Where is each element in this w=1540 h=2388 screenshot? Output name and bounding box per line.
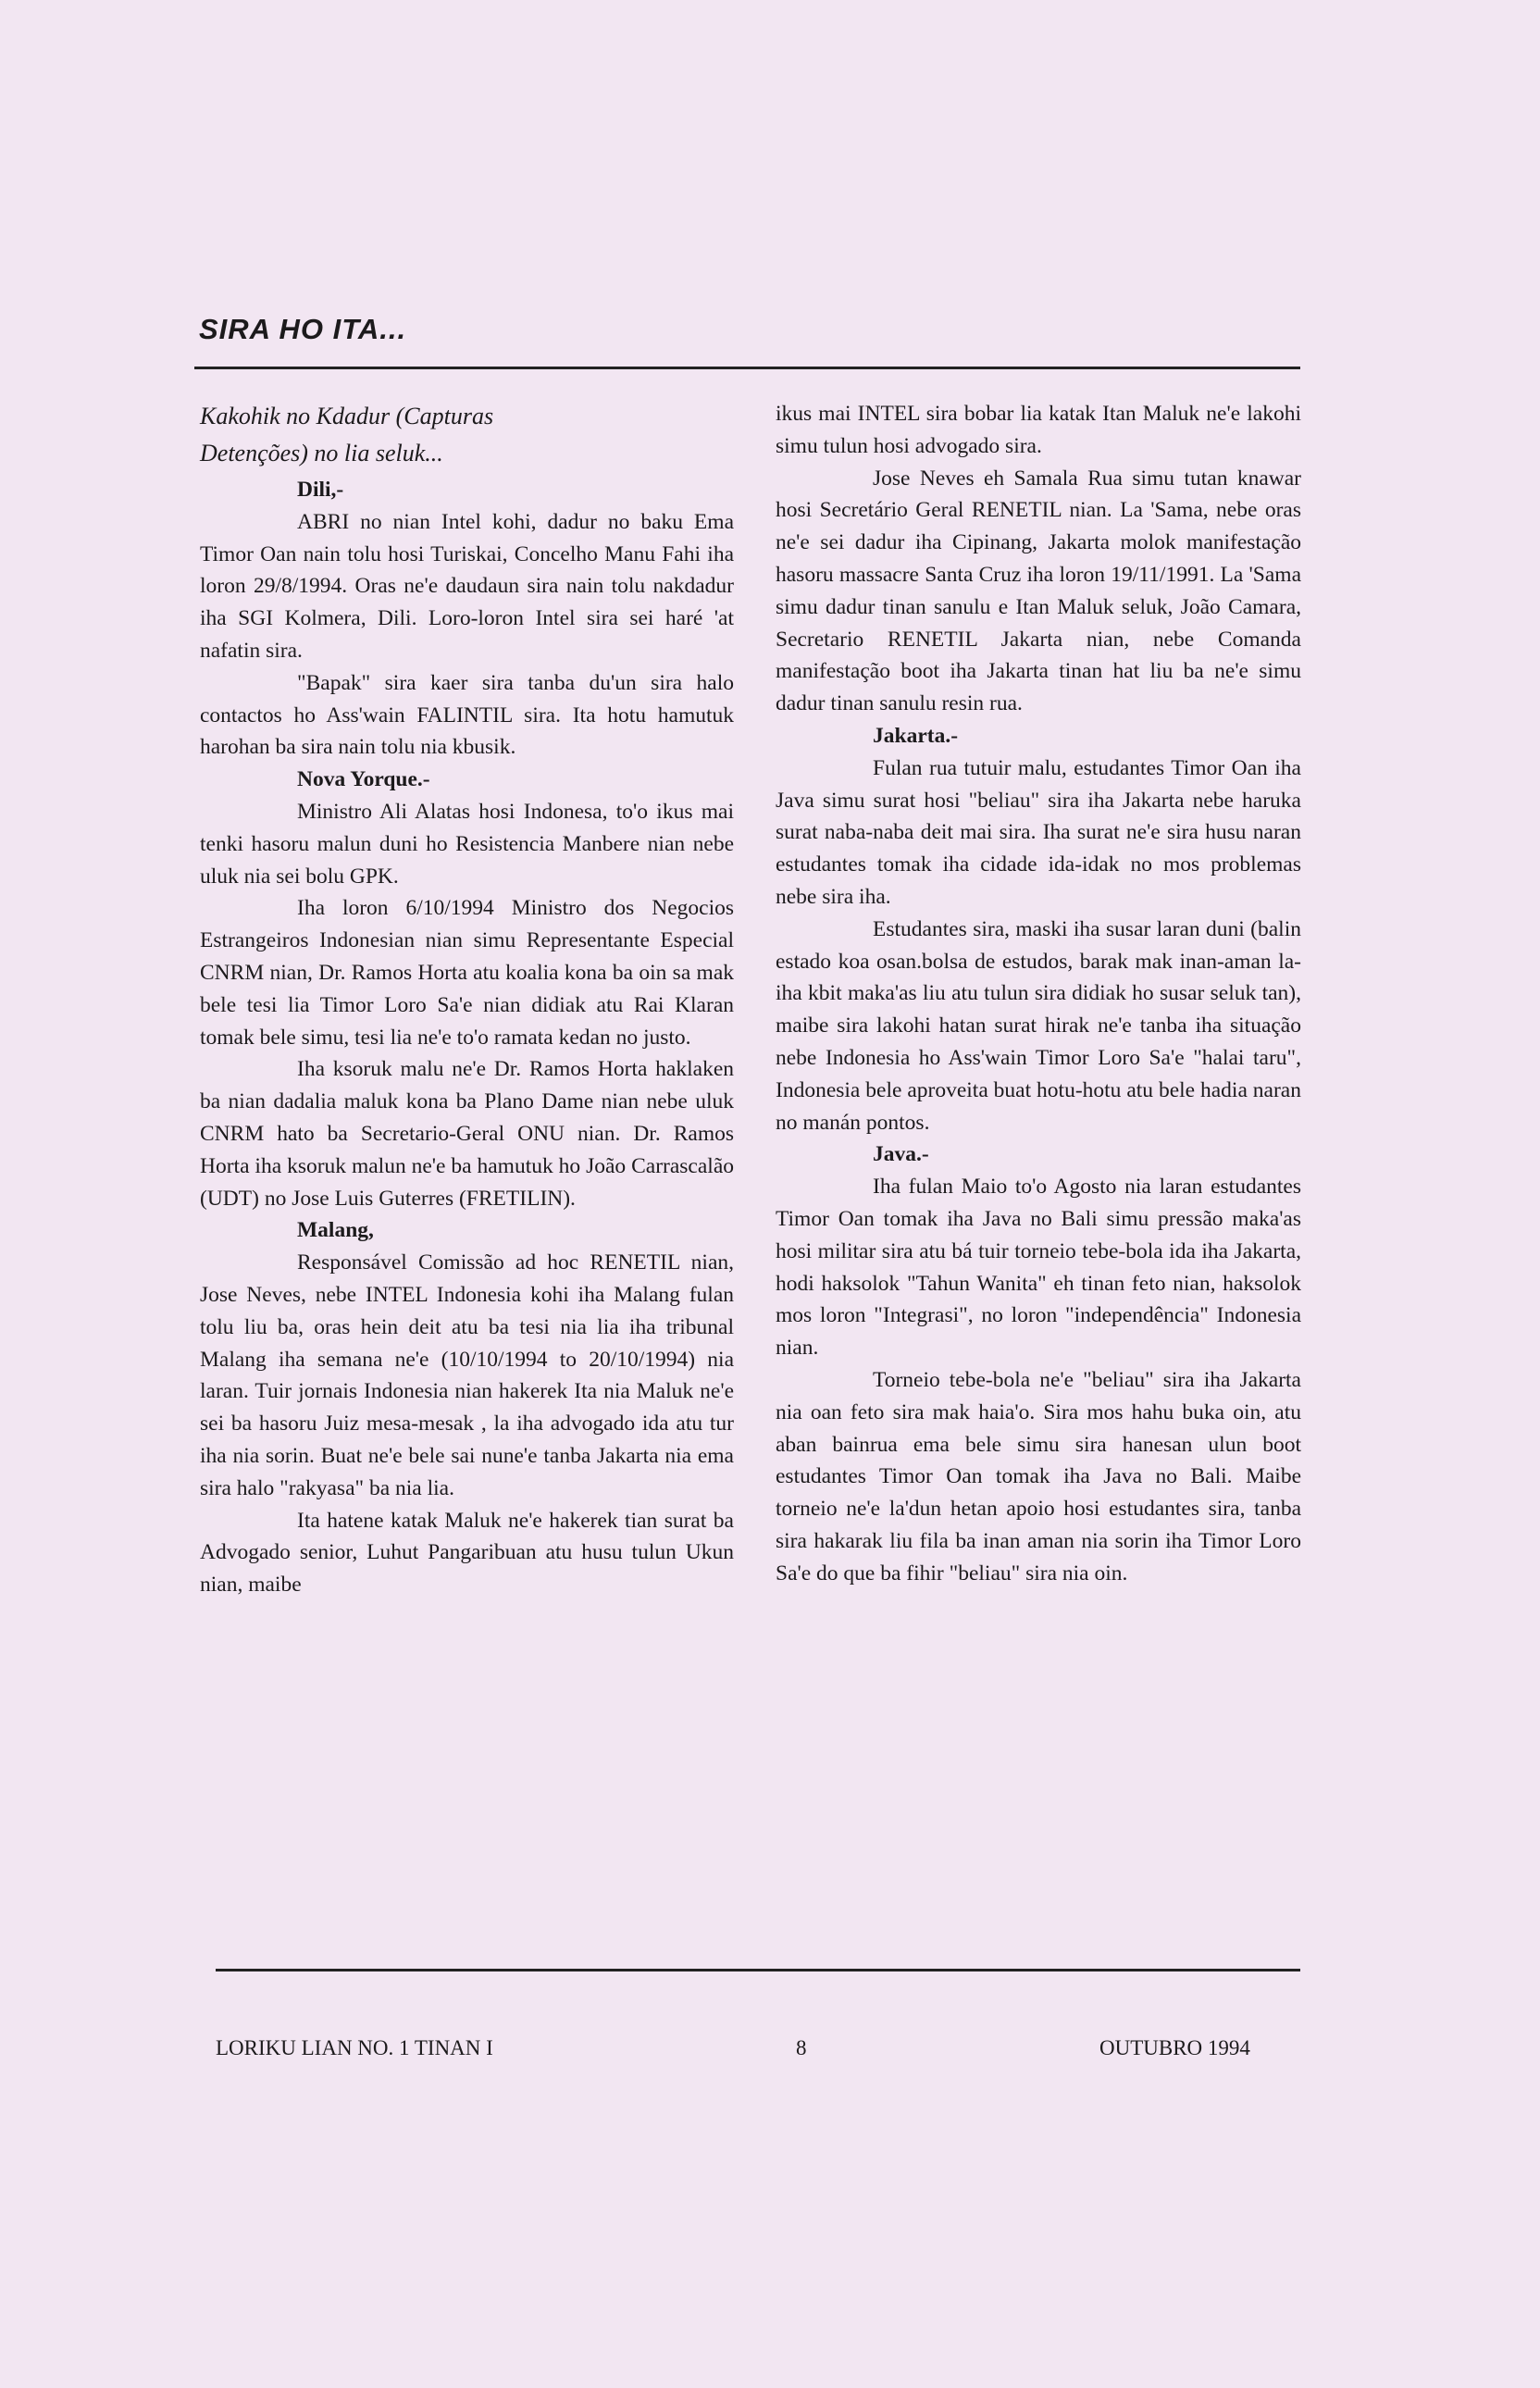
article-paragraph: Ministro Ali Alatas hosi Indonesa, to'o ikus mai tenki hasoru malun duni ho Resistencia Manbere nian nebe uluk nia sei bolu GPK. (200, 799, 734, 889)
top-divider (194, 367, 1300, 369)
right-column-text (776, 398, 1301, 1589)
article-paragraph: ikus mai INTEL sira bobar lia katak Itan Maluk ne'e lakohi simu tulun hosi advogado sira. (776, 402, 1301, 458)
article-paragraph: Torneio tebe-bola ne'e "beliau" sira iha Jakarta nia oan feto sira mak haia'o. Sira mos hahu buka oin, atu aban bainrua ema bele simu sira hanesan ulun boot estudantes Timor Oan tomak iha Java no Bali. Maibe torneio ne'e la'dun hetan apoio hosi estudantes sira, tanba sira hakarak liu fila ba inan aman nia sorin iha Timor Loro Sa'e do que ba fihir "beliau" sira nia oin. (776, 1367, 1301, 1586)
article-paragraph: Responsável Comissão ad hoc RENETIL nian, Jose Neves, nebe INTEL Indonesia kohi iha Malang fulan tolu liu ba, oras hein deit atu ba tesi nia lia iha tribunal Malang iha semana ne'e (10/10/1994 to 20/10/1994) nia laran. Tuir jornais Indonesia nian hakerek Ita nia Maluk ne'e sei ba hasoru Juiz mesa-mesak , la iha advogado ida atu tur iha nia sorin. Buat ne'e bele sai nune'e tanba Jakarta nia ema sira halo "rakyasa" ba nia lia. (200, 1250, 734, 1500)
footer-publication: LORIKU LIAN NO. 1 TINAN I (216, 2036, 493, 2059)
dateline: Dili,- (297, 478, 344, 502)
article-paragraph: Ita hatene katak Maluk ne'e hakerek tian surat ba Advogado senior, Luhut Pangaribuan atu husu tulun Ukun nian, maibe (200, 1508, 734, 1598)
footer-page-number: 8 (796, 2036, 807, 2059)
article-paragraph: Iha fulan Maio to'o Agosto nia laran estudantes Timor Oan tomak iha Java no Bali simu pressão maka'as hosi militar sira atu bá tuir torneio tebe-bola ida iha Jakarta, hodi haksolok "Tahun Wanita" eh tinan feto nian, haksolok mos loron "Integrasi", no loron "independência" Indonesia nian. (776, 1175, 1301, 1361)
dateline: Malang, (297, 1218, 374, 1243)
headline-line: Kakohik no Kdadur (Capturas (200, 403, 494, 429)
article-paragraph: "Bapak" sira kaer sira tanba du'un sira halo contactos ho Ass'wain FALINTIL sira. Ita hotu hamutuk harohan ba sira nain tolu nia kbusik. (200, 670, 734, 760)
article-paragraph: Iha ksoruk malu ne'e Dr. Ramos Horta haklaken ba nian dadalia maluk kona ba Plano Dame nian nebe uluk CNRM hato ba Secretario-Geral ONU nian. Dr. Ramos Horta iha ksoruk malun ne'e ba hamutuk ho João Carrascalão (UDT) no Jose Luis Guterres (FRETILIN). (200, 1057, 734, 1211)
article-paragraph: Estudantes sira, maski iha susar laran duni (balin estado koa osan.bolsa de estudos, barak mak inan-aman la-iha kbit maka'as liu atu tulun sira didiak ho susar seluk tan), maibe sira lakohi hatan surat hirak ne'e tanba iha situação nebe Indonesia ho Ass'wain Timor Loro Sa'e "halai taru", Indonesia bele aproveita buat hotu-hotu atu bele hadia naran no manán pontos. (776, 916, 1301, 1135)
article-paragraph: Fulan rua tutuir malu, estudantes Timor Oan iha Java simu surat hosi "beliau" sira iha Jakarta nebe haruka surat naba-naba deit mai sira. Iha surat ne'e sira husu naran estudantes tomak iha cidade ida-idak no mos problemas nebe sira iha. (776, 755, 1301, 909)
article-paragraph: ABRI no nian Intel kohi, dadur no baku Ema Timor Oan nain tolu hosi Turiskai, Concelho Manu Fahi iha loron 29/8/1994. Oras ne'e daudaun sira nain tolu nakdadur iha SGI Kolmera, Dili. Loro-loron Intel sira sei haré 'at nafatin sira. (200, 509, 734, 663)
footer-date: OUTUBRO 1994 (1099, 2036, 1250, 2059)
dateline: Nova Yorque.- (297, 767, 430, 792)
dateline: Java.- (873, 1142, 929, 1167)
dateline: Jakarta.- (873, 723, 959, 748)
bottom-divider (216, 1969, 1300, 1971)
headline-line: Detenções) no lia seluk... (200, 440, 443, 466)
article-paragraph: Jose Neves eh Samala Rua simu tutan knawar hosi Secretário Geral RENETIL nian. La 'Sama, nebe oras ne'e sei dadur iha Cipinang, Jakarta molok manifestação hasoru massacre Santa Cruz iha loron 19/11/1991. La 'Sama simu dadur tinan sanulu e Itan Maluk seluk, João Camara, Secretario RENETIL Jakarta nian, nebe Comanda manifestação boot iha Jakarta tinan hat liu ba ne'e simu dadur tinan sanulu resin rua. (776, 466, 1301, 716)
left-column-text (200, 474, 734, 1601)
article-paragraph: Iha loron 6/10/1994 Ministro dos Negocios Estrangeiros Indonesian nian simu Representante Especial CNRM nian, Dr. Ramos Horta atu koalia kona ba oin sa mak bele tesi lia Timor Loro Sa'e nian didiak atu Rai Klaran tomak bele simu, tesi lia ne'e to'o ramata kedan no justo. (200, 896, 734, 1050)
article-headline (200, 398, 734, 472)
section-title: SIRA HO ITA... (199, 313, 407, 345)
right-column (776, 398, 1301, 1589)
left-column (200, 398, 734, 1601)
